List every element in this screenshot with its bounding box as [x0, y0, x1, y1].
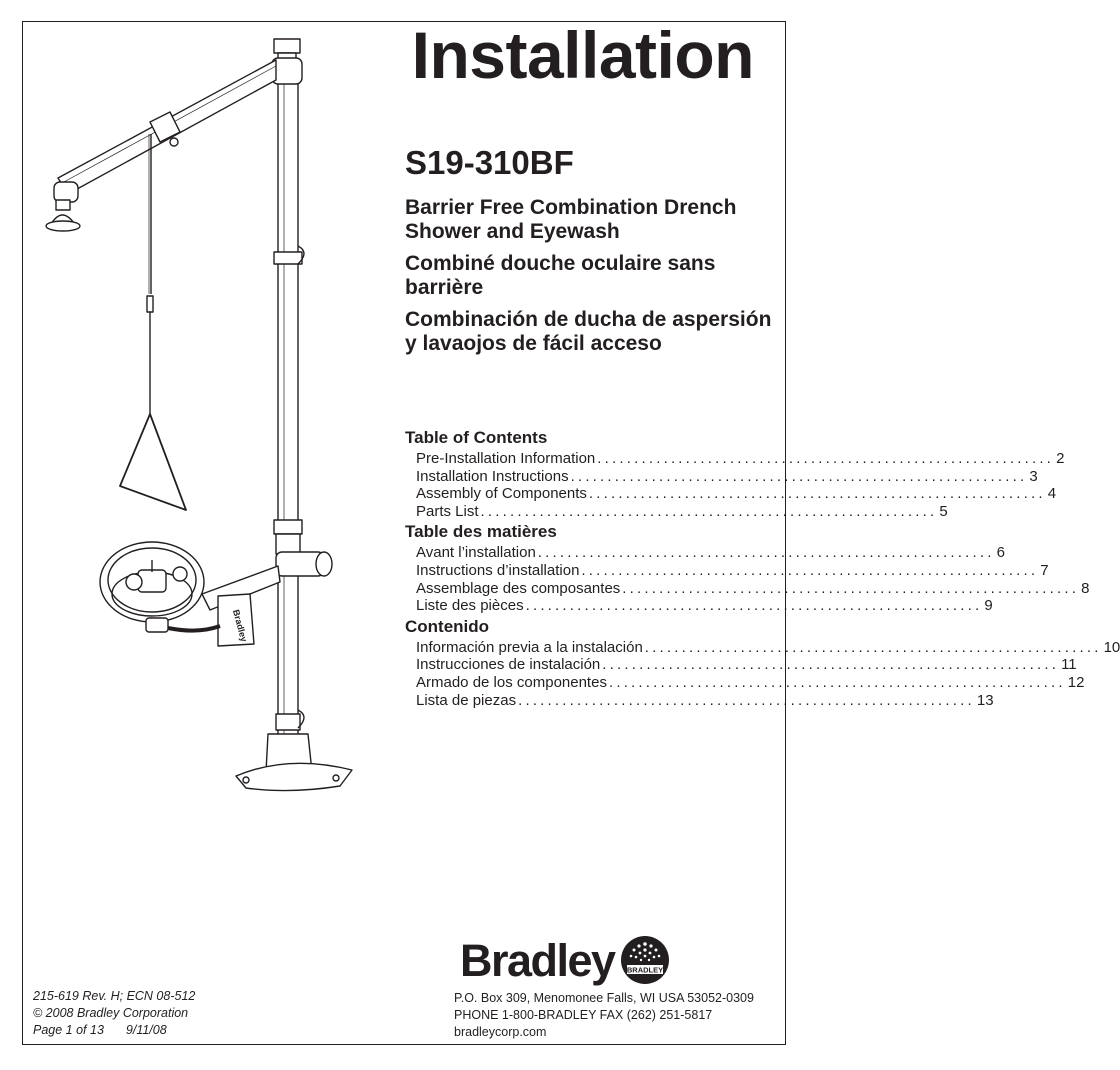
toc-entry[interactable]: Lista de piezas .............................................................. 13 — [416, 691, 994, 709]
subtitle-english: Barrier Free Combination Drench Shower and Eyewash — [405, 196, 737, 243]
copyright: © 2008 Bradley Corporation — [33, 1006, 189, 1020]
page-number: Page 1 of 13 — [33, 1023, 104, 1037]
toc-entry[interactable]: Información previa a la instalación .............................................................. 10 — [416, 638, 1120, 656]
table-of-contents — [405, 428, 1120, 711]
contact-info — [454, 990, 754, 1041]
brand-wordmark: Bradley — [460, 934, 615, 986]
subtitle-spanish: Combinación de ducha de aspersión y lavaojos de fácil acceso — [405, 308, 772, 355]
toc-entry[interactable]: Assemblage des composantes .............................................................. 8 — [416, 579, 1090, 597]
toc-entry[interactable]: Pre-Installation Information .............................................................. 2 — [416, 450, 1065, 467]
toc-heading-english: Table of Contents — [405, 428, 548, 447]
toc-entry[interactable]: Instrucciones de instalación .............................................................. 11 — [416, 656, 1077, 674]
phone-fax: PHONE 1-800-BRADLEY FAX (262) 251-5817 — [454, 1008, 713, 1022]
toc-heading-french: Table des matières — [405, 522, 557, 542]
drench-shower-eyewash-illustration — [40, 34, 360, 794]
document-info — [33, 988, 195, 1039]
brand-badge-text: BRADLEY — [626, 965, 663, 975]
toc-entry[interactable]: Installation Instructions .............................................................. 3 — [416, 467, 1038, 485]
subtitle-french: Combiné douche oculaire sans barrière — [405, 252, 716, 299]
shower-spray-logo-icon — [619, 934, 671, 986]
document-date: 9/11/08 — [125, 1023, 167, 1037]
toc-entry[interactable]: Avant l’installation .............................................................. 6 — [416, 544, 1005, 562]
brand-logo — [460, 934, 671, 986]
toc-entry[interactable]: Parts List .............................................................. 5 — [416, 502, 948, 520]
toc-heading-spanish: Contenido — [405, 616, 490, 636]
website-link[interactable]: bradleycorp.com — [454, 1025, 547, 1039]
toc-entry[interactable]: Armado de los componentes .............................................................. 12 — [416, 673, 1085, 691]
toc-entry[interactable]: Instructions d’installation .............................................................. 7 — [416, 561, 1049, 579]
toc-entry[interactable]: Liste des pièces .............................................................. 9 — [416, 597, 993, 615]
address: P.O. Box 309, Menomonee Falls, WI USA 53052-0309 — [454, 991, 754, 1005]
toc-entry[interactable]: Assembly of Components .............................................................. 4 — [416, 485, 1057, 503]
part-number: 215-619 Rev. H; ECN 08-512 — [33, 989, 196, 1003]
svg-text:Bradley: Bradley — [230, 608, 250, 643]
model-number: S19-310BF — [405, 144, 574, 181]
product-descriptions — [405, 196, 775, 364]
page-title: Installation — [411, 18, 754, 92]
